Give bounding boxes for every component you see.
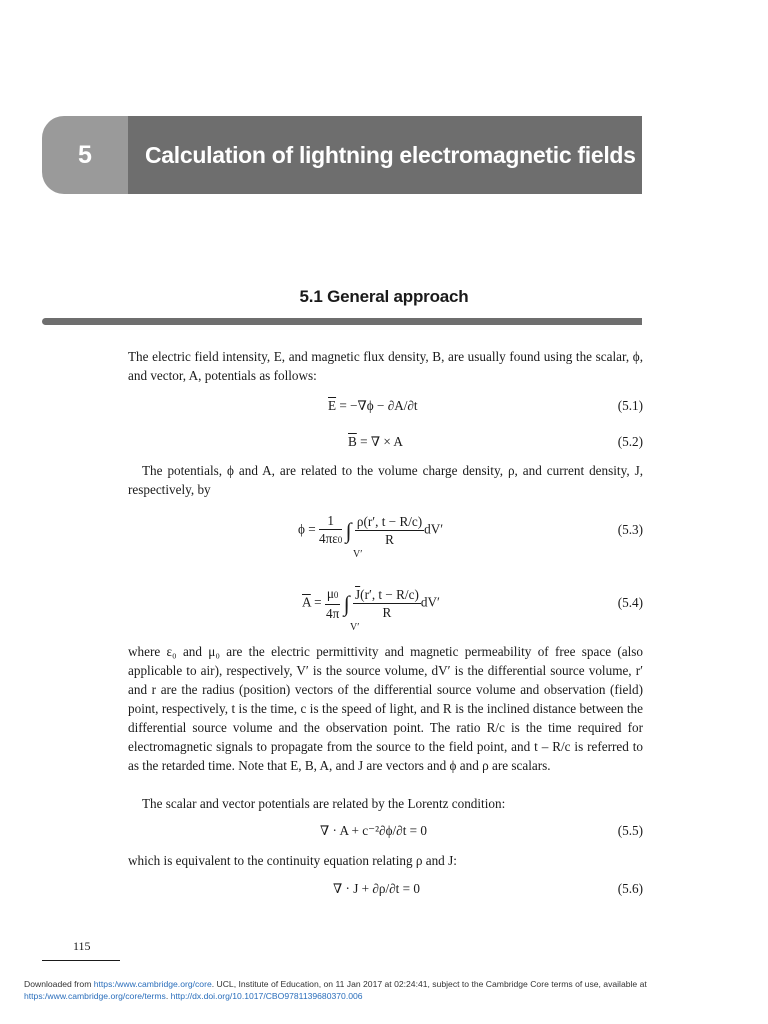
footer-link-terms[interactable]: https:/www.cambridge.org/core/terms: [24, 991, 166, 1001]
equation-5-5-text: ∇ · A + c⁻²∂ϕ/∂t = 0: [320, 823, 427, 838]
footer-doi-prefix: .: [165, 991, 171, 1001]
paragraph-3: where ε₀ and μ₀ are the electric permittivity and magnetic permeability of free space (also applicable to air), respectively, V′ is the source volume, dV′ is the differential source volume, r′ and r are the radius (position) vectors of the differential source volume and observation (field) point, respectively, t is the time, c is the speed of light, and R is the inclined distance between the differential source volume and the observation point. The ratio R/c is the time required for electromagnetic signals to propagate from the source to the field point, and t – R/c is referred to as the retarded time. Note that E, B, A, and J are vectors and ϕ and ρ are scalars.: [128, 644, 643, 773]
footer-middle: . UCL, Institute of Education, on 11 Jan 2017 at 02:24:41, subject to the Cambridge Core terms of use, available at: [211, 979, 647, 989]
page-number: 115: [73, 939, 91, 953]
footer-link-doi[interactable]: http://dx.doi.org/10.1017/CBO9781139680370.006: [170, 991, 363, 1001]
paragraph-5: which is equivalent to the continuity equation relating ρ and J:: [128, 853, 457, 868]
equation-5-5: [128, 823, 643, 843]
chapter-header: [42, 116, 642, 194]
paragraph-2: The potentials, ϕ and A, are related to the volume charge density, ρ, and current density, J, respectively, by: [128, 463, 643, 497]
equation-5-3-number: (5.3): [617, 522, 643, 537]
page-number-rule: [42, 960, 120, 961]
section-rule: [42, 318, 642, 325]
equation-5-5-number: (5.5): [617, 823, 643, 838]
footer-prefix: Downloaded from: [24, 979, 94, 989]
equation-5-1-rhs: = −∇ϕ − ∂A/∂t: [339, 398, 418, 413]
equation-5-6-number: (5.6): [617, 881, 643, 896]
chapter-number: 5: [42, 116, 128, 194]
footer-link-core[interactable]: https:/www.cambridge.org/core: [93, 979, 212, 989]
equation-5-2-rhs: = ∇ × A: [360, 434, 403, 449]
equation-5-4-number: (5.4): [617, 595, 643, 610]
equation-5-6: [128, 881, 643, 901]
section-title: 5.1 General approach: [299, 287, 469, 306]
paragraph-1: The electric field intensity, E, and magnetic flux density, B, are usually found using the scalar, ϕ, and vector, A, potentials as follows:: [128, 349, 643, 383]
equation-5-1-number: (5.1): [617, 398, 643, 413]
paragraph-4: The scalar and vector potentials are related by the Lorentz condition:: [142, 796, 506, 811]
equation-5-2: $\overline{B}$ = ∇ × A (5.2): [348, 434, 643, 449]
equation-5-3: ϕ = $\frac{1}{4\pi\varepsilon 0}$ ∫ $\frac{\rho(r', t - R/c)}{R}$ dV′ V′ (5.3): [298, 513, 643, 560]
download-footer: [24, 978, 744, 1002]
equation-5-2-number: (5.2): [617, 434, 643, 449]
chapter-title: Calculation of lightning electromagnetic fields: [128, 116, 642, 194]
equation-5-1: $\overline{E} = -\nabla\phi - \partial A/\partial t$ (5.1): [328, 398, 643, 413]
equation-5-4: $\overline{A}$ = $\frac{\mu 0}{4\pi}$ ∫ $\frac{\overline{J}(r', t - R/c)}{R}$ dV′ V′ (5.4): [302, 586, 643, 633]
equation-5-6-text: ∇ · J + ∂ρ/∂t = 0: [333, 881, 420, 896]
